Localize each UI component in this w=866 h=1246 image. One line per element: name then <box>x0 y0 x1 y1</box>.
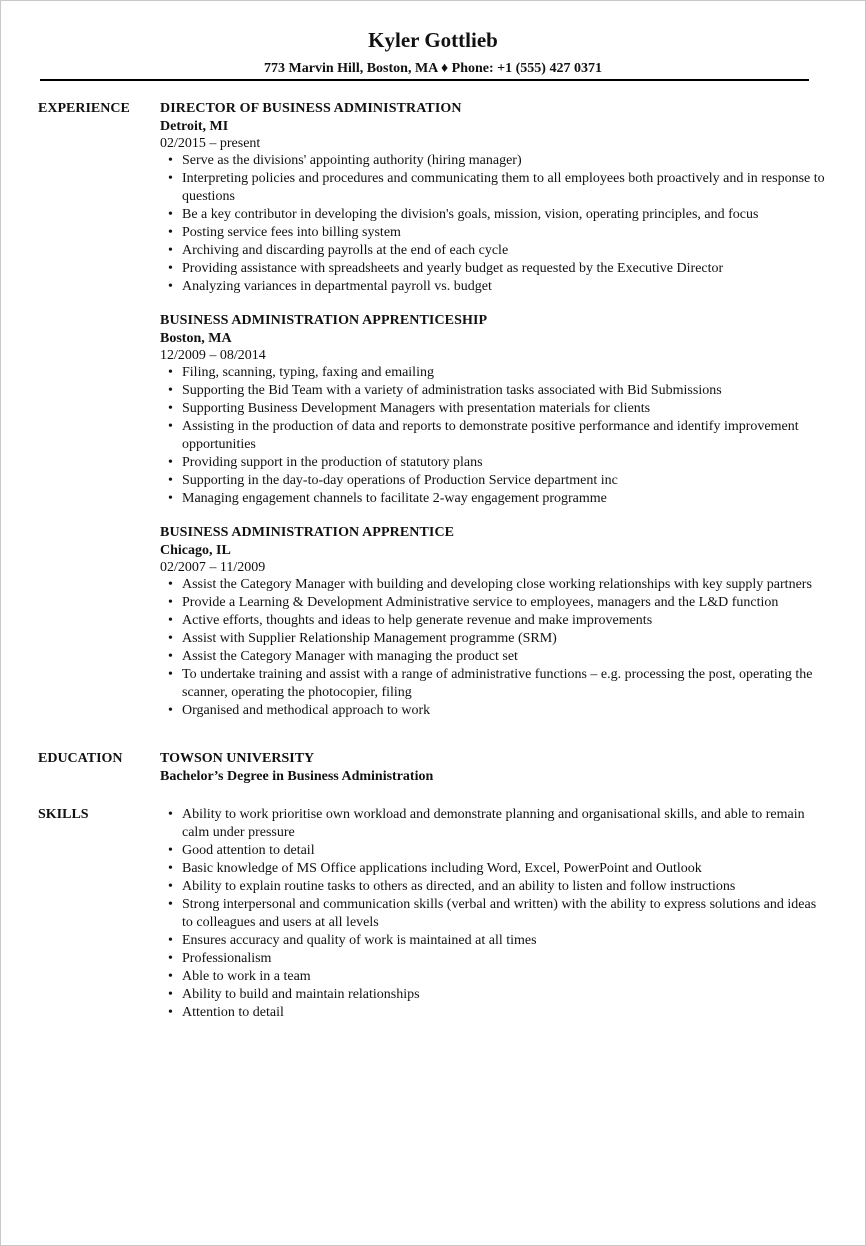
bullet-icon: • <box>168 861 173 876</box>
bullet-icon: • <box>168 383 173 398</box>
duty-item <box>160 278 828 296</box>
skill-item <box>160 896 828 932</box>
duty-item <box>160 490 828 508</box>
duty-item <box>160 630 828 648</box>
header-divider <box>40 79 809 81</box>
duty-text: Archiving and discarding payrolls at the end of each cycle <box>182 243 509 258</box>
bullet-icon: • <box>168 153 173 168</box>
job-location: Detroit, MI <box>160 119 229 134</box>
duty-text: Filing, scanning, typing, faxing and emailing <box>182 365 434 380</box>
skills-list <box>160 806 828 1022</box>
duty-item <box>160 206 828 224</box>
duty-item <box>160 382 828 400</box>
skill-text: Strong interpersonal and communication skills (verbal and written) with the ability to express solutions and ideas to colleagues and users at all levels <box>182 897 817 930</box>
skill-item <box>160 860 828 878</box>
duty-item <box>160 242 828 260</box>
resume-header <box>0 28 866 78</box>
duty-text: Active efforts, thoughts and ideas to help generate revenue and make improvements <box>182 613 653 628</box>
duty-text: Assist the Category Manager with building and developing close working relationships with key supply partners <box>182 577 812 592</box>
duty-item <box>160 454 828 472</box>
duty-text: To undertake training and assist with a range of administrative functions – e.g. processing the post, operating the scanner, operating the photocopier, filing <box>182 667 813 700</box>
job-dates: 02/2015 – present <box>160 136 261 151</box>
skill-text: Ensures accuracy and quality of work is maintained at all times <box>182 933 537 948</box>
bullet-icon: • <box>168 613 173 628</box>
duty-item <box>160 576 828 594</box>
duty-item <box>160 400 828 418</box>
duty-text: Be a key contributor in developing the division's goals, mission, vision, operating principles, and focus <box>182 207 759 222</box>
duty-item <box>160 472 828 490</box>
candidate-name: Kyler Gottlieb <box>368 28 498 52</box>
bullet-icon: • <box>168 631 173 646</box>
skill-item <box>160 950 828 968</box>
duty-item <box>160 612 828 630</box>
bullet-icon: • <box>168 667 173 682</box>
school-name: TOWSON UNIVERSITY <box>160 751 315 766</box>
duty-item <box>160 418 828 454</box>
bullet-icon: • <box>168 261 173 276</box>
skill-item <box>160 968 828 986</box>
bullet-icon: • <box>168 595 173 610</box>
bullet-icon: • <box>168 491 173 506</box>
skill-item <box>160 986 828 1004</box>
bullet-icon: • <box>168 577 173 592</box>
skill-item <box>160 806 828 842</box>
skills-section <box>38 806 828 1022</box>
job-location: Boston, MA <box>160 331 232 346</box>
bullet-icon: • <box>168 365 173 380</box>
skills-heading: SKILLS <box>38 807 89 822</box>
duty-text: Supporting in the day-to-day operations of Production Service department inc <box>182 473 618 488</box>
bullet-icon: • <box>168 987 173 1002</box>
bullet-icon: • <box>168 879 173 894</box>
duty-item <box>160 648 828 666</box>
job-entry <box>160 524 828 720</box>
job-title: DIRECTOR OF BUSINESS ADMINISTRATION <box>160 101 462 116</box>
duty-text: Supporting the Bid Team with a variety of administration tasks associated with Bid Submissions <box>182 383 722 398</box>
skill-text: Professionalism <box>182 951 272 966</box>
bullet-icon: • <box>168 807 173 822</box>
duty-item <box>160 702 828 720</box>
skill-text: Basic knowledge of MS Office applications including Word, Excel, PowerPoint and Outlook <box>182 861 702 876</box>
skill-item <box>160 932 828 950</box>
job-entry <box>160 312 828 508</box>
education-heading: EDUCATION <box>38 751 123 766</box>
experience-body <box>160 100 828 736</box>
experience-section <box>38 100 828 736</box>
duty-text: Analyzing variances in departmental payroll vs. budget <box>182 279 492 294</box>
skill-text: Ability to build and maintain relationships <box>182 987 420 1002</box>
bullet-icon: • <box>168 225 173 240</box>
bullet-icon: • <box>168 455 173 470</box>
bullet-icon: • <box>168 1005 173 1020</box>
resume-body <box>38 100 828 1022</box>
duty-text: Provide a Learning & Development Administrative service to employees, managers and the L&D function <box>182 595 779 610</box>
skill-item <box>160 878 828 896</box>
job-duties <box>160 152 828 296</box>
bullet-icon: • <box>168 419 173 434</box>
job-dates: 02/2007 – 11/2009 <box>160 560 266 575</box>
bullet-icon: • <box>168 279 173 294</box>
bullet-icon: • <box>168 843 173 858</box>
bullet-icon: • <box>168 243 173 258</box>
skill-text: Attention to detail <box>182 1005 284 1020</box>
bullet-icon: • <box>168 897 173 912</box>
duty-item <box>160 666 828 702</box>
duty-item <box>160 224 828 242</box>
job-location: Chicago, IL <box>160 543 231 558</box>
degree-name: Bachelor’s Degree in Business Administration <box>160 769 434 784</box>
job-duties <box>160 576 828 720</box>
duty-text: Providing assistance with spreadsheets and yearly budget as requested by the Executive Director <box>182 261 724 276</box>
job-title: BUSINESS ADMINISTRATION APPRENTICE <box>160 525 455 540</box>
duty-text: Managing engagement channels to facilitate 2-way engagement programme <box>182 491 607 506</box>
contact-line: 773 Marvin Hill, Boston, MA ♦ Phone: +1 (555) 427 0371 <box>264 61 602 76</box>
duty-text: Assist the Category Manager with managing the product set <box>182 649 518 664</box>
duty-text: Posting service fees into billing system <box>182 225 401 240</box>
bullet-icon: • <box>168 401 173 416</box>
job-title: BUSINESS ADMINISTRATION APPRENTICESHIP <box>160 313 488 328</box>
duty-item <box>160 260 828 278</box>
skill-item <box>160 1004 828 1022</box>
job-dates: 12/2009 – 08/2014 <box>160 348 266 363</box>
duty-text: Interpreting policies and procedures and communicating them to all employees both proactively and in response to questions <box>182 171 825 204</box>
skill-text: Good attention to detail <box>182 843 315 858</box>
education-section <box>38 750 828 786</box>
duty-text: Supporting Business Development Managers with presentation materials for clients <box>182 401 651 416</box>
bullet-icon: • <box>168 473 173 488</box>
skills-body <box>160 806 828 1022</box>
duty-text: Assist with Supplier Relationship Management programme (SRM) <box>182 631 557 646</box>
bullet-icon: • <box>168 951 173 966</box>
duty-item <box>160 594 828 612</box>
skill-item <box>160 842 828 860</box>
job-duties <box>160 364 828 508</box>
experience-heading: EXPERIENCE <box>38 101 130 116</box>
duty-item <box>160 364 828 382</box>
duty-text: Serve as the divisions' appointing authority (hiring manager) <box>182 153 522 168</box>
bullet-icon: • <box>168 703 173 718</box>
duty-item <box>160 152 828 170</box>
bullet-icon: • <box>168 649 173 664</box>
skill-text: Able to work in a team <box>182 969 311 984</box>
duty-item <box>160 170 828 206</box>
duty-text: Organised and methodical approach to work <box>182 703 431 718</box>
bullet-icon: • <box>168 171 173 186</box>
duty-text: Providing support in the production of statutory plans <box>182 455 483 470</box>
bullet-icon: • <box>168 969 173 984</box>
duty-text: Assisting in the production of data and reports to demonstrate positive performance and identify improvement opportunities <box>182 419 799 452</box>
education-body <box>160 750 828 786</box>
skill-text: Ability to work prioritise own workload and demonstrate planning and organisational skills, and able to remain calm under pressure <box>182 807 805 840</box>
bullet-icon: • <box>168 933 173 948</box>
bullet-icon: • <box>168 207 173 222</box>
job-entry <box>160 100 828 296</box>
skill-text: Ability to explain routine tasks to others as directed, and an ability to listen and follow instructions <box>182 879 736 894</box>
